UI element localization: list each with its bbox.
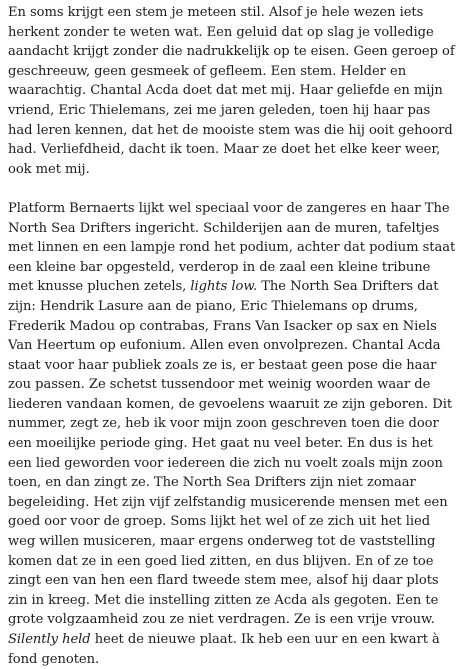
article-paragraph-2 [8, 199, 458, 669]
italic-phrase-lights-low: lights low. [190, 279, 258, 295]
italic-album-title: Silently held [8, 632, 91, 647]
paragraph-2-text-part-1: Platform Bernaerts lijkt wel speciaal voor de zangeres en haar The North Sea Drifters ingericht. Schilderijen aan de muren, tafeltjes met linnen en een lampje rond het podium, achter dat podium staat een kleine bar opgesteld, verderop in de zaal een kleine tribune met knusse pluchen zetels, [8, 200, 456, 295]
paragraph-2-text-part-2: The North Sea Drifters dat zijn: Hendrik Lasure aan de piano, Eric Thielemans op drums, Frederik Madou op contrabas, Frans Van Isacker op sax en Niels Van Heertum op eufonium. Allen even onvolprezen. Chantal Acda staat voor haar publiek zoals ze is, er bestaat geen pose die haar zou passen. Ze schetst tussendoor met weinig woorden waar de liederen vandaan komen, de gevoelens waaruit ze zijn geboren. Dit nummer, zegt ze, heb ik voor mijn zoon geschreven toen die door een moeilijke periode ging. Het gaat nu veel beter. En dus is het een lied geworden voor iedereen die zich nu voelt zoals mijn zoon toen, en dan zingt ze. The North Sea Drifters zijn niet zomaar begeleiding. Het zijn vijf zelfstandig musicerende mensen met een goed oor voor de groep. Soms lijkt het wel of ze zich uit het lied weg willen musiceren, maar ergens onderweg tot de vaststelling komen dat ze in een goed lied zitten, en dus blijven. En of ze toe zingt een van hen een flard tweede stem mee, alsof hij daar plots zin in kreeg. Met die instelling zitten ze Acda als gegoten. Een te grote volgzaamheid zou ze niet verdragen. Ze is een vrije vrouw. [8, 279, 453, 628]
article-paragraph-1: En soms krijgt een stem je meteen stil. Alsof je hele wezen iets herkent zonder te weten wat. Een geluid dat op slag je volledige aandacht krijgt zonder die nadrukkelijk op te eisen. Geen geroep of geschreeuw, geen gesmeek of gefleem. Een stem. Helder en waarachtig. Chantal Acda doet dat met mij. Haar geliefde en mijn vriend, Eric Thielemans, zei me jaren geleden, toen hij haar pas had leren kennen, dat het de mooiste stem was die hij ooit gehoord had. Verliefdheid, dacht ik toen. Maar ze doet het elke keer weer, ook met mij. [8, 5, 455, 177]
paragraph-2-text-part-3: heet de nieuwe plaat. Ik heb een uur en een kwart à fond genoten. [8, 632, 440, 667]
